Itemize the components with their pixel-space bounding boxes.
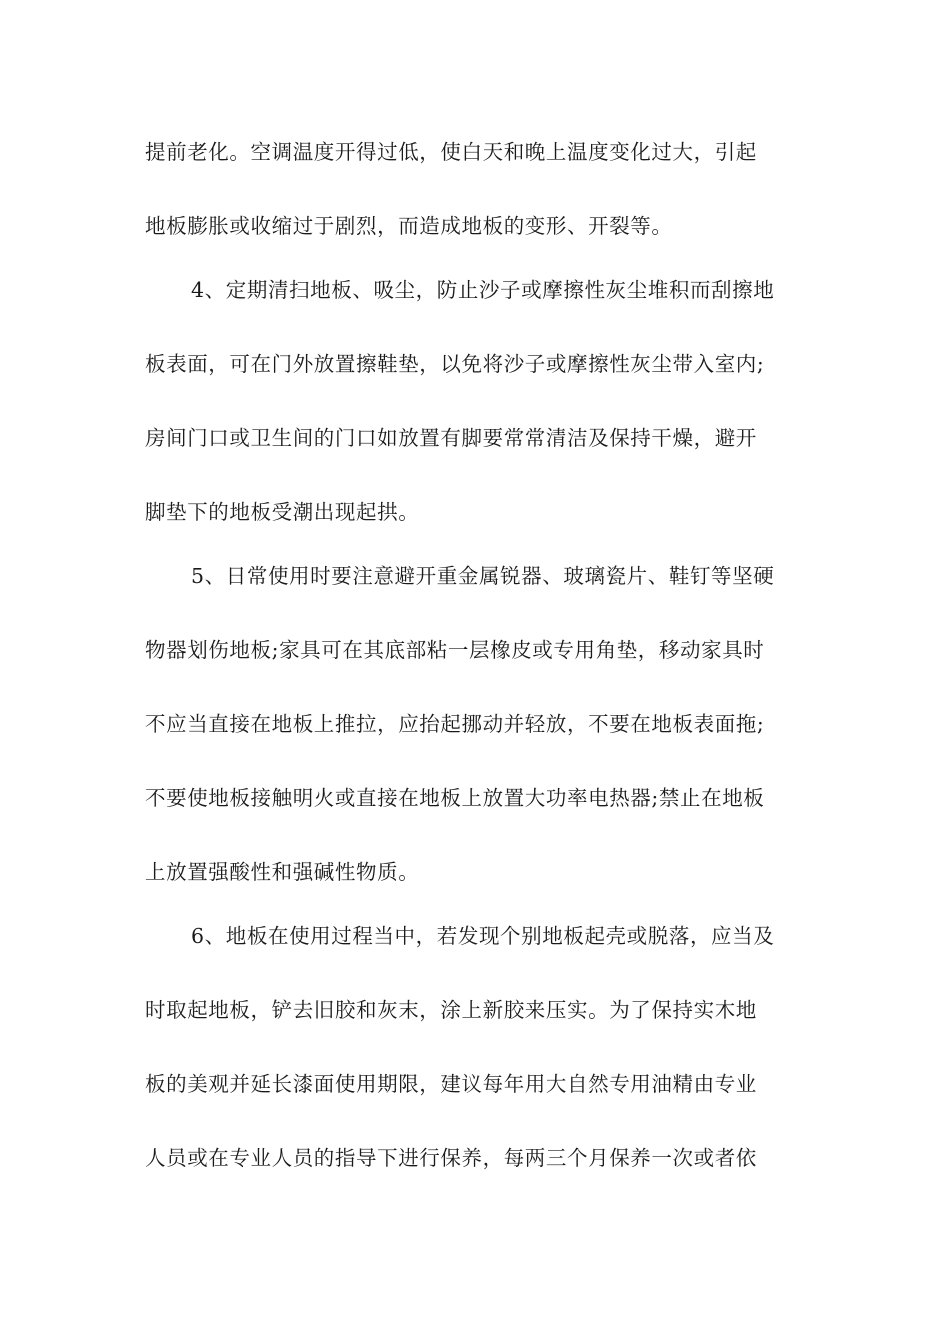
text-line: 房间门口或卫生间的门口如放置有脚要常常清洁及保持干燥，避开 bbox=[145, 426, 757, 450]
text-line: 5、日常使用时要注意避开重金属锐器、玻璃瓷片、鞋钉等坚硬 bbox=[191, 564, 775, 588]
text-line: 脚垫下的地板受潮出现起拱。 bbox=[145, 500, 420, 524]
text-line: 不要使地板接触明火或直接在地板上放置大功率电热器;禁止在地板 bbox=[145, 786, 765, 810]
text-line: 地板膨胀或收缩过于剧烈，而造成地板的变形、开裂等。 bbox=[145, 214, 673, 238]
text-line: 提前老化。空调温度开得过低，使白天和晚上温度变化过大，引起 bbox=[145, 140, 757, 164]
text-line: 人员或在专业人员的指导下进行保养，每两三个月保养一次或者依 bbox=[145, 1146, 757, 1170]
text-line: 不应当直接在地板上推拉，应抬起挪动并轻放，不要在地板表面拖; bbox=[145, 712, 765, 736]
text-line: 物器划伤地板;家具可在其底部粘一层橡皮或专用角垫，移动家具时 bbox=[145, 638, 765, 662]
text-line: 上放置强酸性和强碱性物质。 bbox=[145, 860, 420, 884]
text-line: 板表面，可在门外放置擦鞋垫，以免将沙子或摩擦性灰尘带入室内; bbox=[145, 352, 765, 376]
text-line: 6、地板在使用过程当中，若发现个别地板起壳或脱落，应当及 bbox=[191, 924, 775, 948]
text-line: 4、定期清扫地板、吸尘，防止沙子或摩擦性灰尘堆积而刮擦地 bbox=[191, 278, 775, 302]
text-line: 时取起地板，铲去旧胶和灰末，涂上新胶来压实。为了保持实木地 bbox=[145, 998, 757, 1022]
text-line: 板的美观并延长漆面使用期限，建议每年用大自然专用油精由专业 bbox=[145, 1072, 757, 1096]
